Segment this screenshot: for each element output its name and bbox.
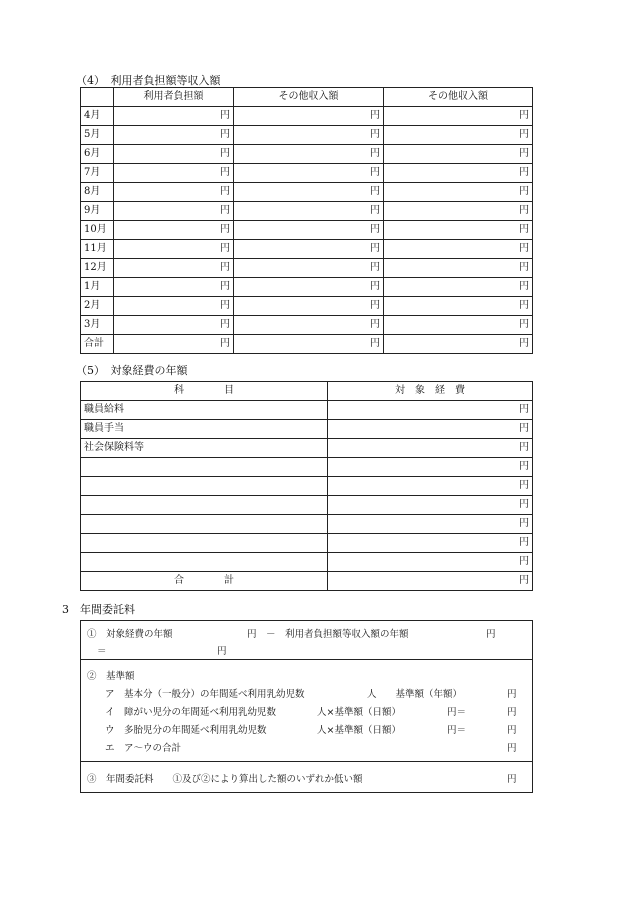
amount-cell[interactable]: 円	[114, 240, 234, 259]
amount-cell[interactable]: 円	[114, 126, 234, 145]
part2-i-mid: 人×基準額（日額）	[317, 707, 401, 718]
amount-cell[interactable]: 円	[114, 316, 234, 335]
table-header-row	[81, 382, 533, 401]
part1-unit: 円	[486, 629, 496, 640]
table-row	[81, 259, 533, 278]
amount-cell[interactable]: 円	[384, 183, 533, 202]
table-row	[81, 297, 533, 316]
month-cell: 9月	[81, 202, 114, 221]
amount-cell[interactable]: 円	[384, 335, 533, 354]
table-row	[81, 553, 533, 572]
amount-cell[interactable]: 円	[384, 126, 533, 145]
month-cell: 7月	[81, 164, 114, 183]
amount-cell[interactable]: 円	[114, 259, 234, 278]
amount-cell[interactable]: 円	[234, 240, 384, 259]
amount-cell[interactable]: 円	[384, 278, 533, 297]
col-header	[81, 88, 114, 107]
total-amount-cell[interactable]: 円	[328, 572, 533, 591]
month-cell: 5月	[81, 126, 114, 145]
amount-cell[interactable]: 円	[234, 202, 384, 221]
table-row	[81, 534, 533, 553]
month-cell: 11月	[81, 240, 114, 259]
table-row	[81, 145, 533, 164]
section4-heading: （4） 利用者負担額等収入額	[76, 74, 221, 87]
amount-cell[interactable]: 円	[384, 164, 533, 183]
part2-a-label: ア 基本分（一般分）の年間延べ利用乳幼児数	[105, 689, 305, 700]
commission-part3	[81, 762, 532, 792]
amount-cell[interactable]: 円	[114, 164, 234, 183]
expense-item-cell	[81, 515, 328, 534]
table-row	[81, 515, 533, 534]
month-cell: 4月	[81, 107, 114, 126]
section5-heading: （5） 対象経費の年額	[76, 364, 188, 377]
amount-cell[interactable]: 円	[114, 278, 234, 297]
table-row	[81, 107, 533, 126]
amount-cell[interactable]: 円	[114, 335, 234, 354]
table-row	[81, 183, 533, 202]
month-cell: 6月	[81, 145, 114, 164]
part2-i-unit: 円	[507, 707, 517, 718]
amount-cell[interactable]: 円	[234, 278, 384, 297]
month-cell: 1月	[81, 278, 114, 297]
amount-cell[interactable]: 円	[234, 145, 384, 164]
expense-amount-cell[interactable]: 円	[328, 439, 533, 458]
table-row	[81, 401, 533, 420]
table-row	[81, 126, 533, 145]
month-cell: 2月	[81, 297, 114, 316]
month-cell: 合計	[81, 335, 114, 354]
col-header: 対 象 経 費	[328, 382, 533, 401]
month-cell: 10月	[81, 221, 114, 240]
amount-cell[interactable]: 円	[234, 107, 384, 126]
expense-amount-cell[interactable]: 円	[328, 515, 533, 534]
table-header-row	[81, 88, 533, 107]
expense-amount-cell[interactable]: 円	[328, 553, 533, 572]
part2-u-unit: 円	[507, 725, 517, 736]
amount-cell[interactable]: 円	[234, 335, 384, 354]
part2-u-eq: 円＝	[447, 725, 467, 736]
amount-cell[interactable]: 円	[384, 259, 533, 278]
expense-item-cell: 社会保険料等	[81, 439, 328, 458]
table-row	[81, 458, 533, 477]
section3-heading: 3 年間委託料	[62, 603, 135, 616]
amount-cell[interactable]: 円	[234, 164, 384, 183]
amount-cell[interactable]: 円	[114, 145, 234, 164]
expense-item-cell	[81, 496, 328, 515]
amount-cell[interactable]: 円	[384, 316, 533, 335]
month-cell: 12月	[81, 259, 114, 278]
part2-e-unit: 円	[507, 743, 517, 754]
table-row	[81, 221, 533, 240]
part1-result-unit: 円	[217, 646, 227, 657]
expense-amount-cell[interactable]: 円	[328, 458, 533, 477]
amount-cell[interactable]: 円	[384, 202, 533, 221]
expense-amount-cell[interactable]: 円	[328, 477, 533, 496]
table-row	[81, 278, 533, 297]
expense-amount-cell[interactable]: 円	[328, 534, 533, 553]
expense-item-cell	[81, 553, 328, 572]
amount-cell[interactable]: 円	[114, 297, 234, 316]
table-row	[81, 477, 533, 496]
month-cell: 8月	[81, 183, 114, 202]
amount-cell[interactable]: 円	[234, 297, 384, 316]
commission-box	[80, 620, 533, 793]
table-row	[81, 316, 533, 335]
expense-item-cell: 職員手当	[81, 420, 328, 439]
table-row	[81, 496, 533, 515]
col-header: 利用者負担額	[114, 88, 234, 107]
expense-amount-cell[interactable]: 円	[328, 401, 533, 420]
amount-cell[interactable]: 円	[234, 316, 384, 335]
table-row	[81, 335, 533, 354]
amount-cell[interactable]: 円	[114, 202, 234, 221]
month-cell: 3月	[81, 316, 114, 335]
part1-equals: ＝	[97, 646, 107, 657]
col-header: 科 目	[81, 382, 328, 401]
part1-mid: 円 － 利用者負担額等収入額の年額	[247, 629, 409, 640]
expense-amount-cell[interactable]: 円	[328, 420, 533, 439]
expense-item-cell	[81, 458, 328, 477]
income-table	[80, 87, 533, 354]
part3-unit: 円	[507, 774, 517, 785]
amount-cell[interactable]: 円	[384, 240, 533, 259]
col-header: その他収入額	[384, 88, 533, 107]
amount-cell[interactable]: 円	[234, 126, 384, 145]
amount-cell[interactable]: 円	[384, 297, 533, 316]
part3-label: ③ 年間委託料 ①及び②により算出した額のいずれか低い額	[87, 774, 363, 785]
table-row	[81, 420, 533, 439]
amount-cell[interactable]: 円	[384, 107, 533, 126]
part2-u-mid: 人×基準額（日額）	[317, 725, 401, 736]
commission-part2	[81, 660, 532, 762]
total-row	[81, 572, 533, 591]
amount-cell[interactable]: 円	[114, 221, 234, 240]
amount-cell[interactable]: 円	[384, 145, 533, 164]
part2-a-unit: 円	[507, 689, 517, 700]
amount-cell[interactable]: 円	[234, 183, 384, 202]
part2-u-label: ウ 多胎児分の年間延べ利用乳幼児数	[105, 725, 267, 736]
expense-item-cell	[81, 477, 328, 496]
amount-cell[interactable]: 円	[234, 221, 384, 240]
amount-cell[interactable]: 円	[384, 221, 533, 240]
part2-i-label: イ 障がい児分の年間延べ利用乳幼児数	[105, 707, 277, 718]
expense-table	[80, 381, 533, 591]
part2-a-mid: 人 基準額（年額）	[367, 689, 463, 700]
table-row	[81, 240, 533, 259]
part1-label: ① 対象経費の年額	[87, 629, 173, 640]
amount-cell[interactable]: 円	[114, 183, 234, 202]
part2-e-label: エ ア～ウの合計	[105, 743, 182, 754]
part2-title: ② 基準額	[87, 671, 135, 682]
amount-cell[interactable]: 円	[114, 107, 234, 126]
amount-cell[interactable]: 円	[234, 259, 384, 278]
table-row	[81, 439, 533, 458]
expense-amount-cell[interactable]: 円	[328, 496, 533, 515]
total-label: 合 計	[81, 572, 328, 591]
expense-item-cell	[81, 534, 328, 553]
table-row	[81, 202, 533, 221]
expense-item-cell: 職員給料	[81, 401, 328, 420]
commission-part1	[81, 621, 532, 660]
table-row	[81, 164, 533, 183]
col-header: その他収入額	[234, 88, 384, 107]
part2-i-eq: 円＝	[447, 707, 467, 718]
